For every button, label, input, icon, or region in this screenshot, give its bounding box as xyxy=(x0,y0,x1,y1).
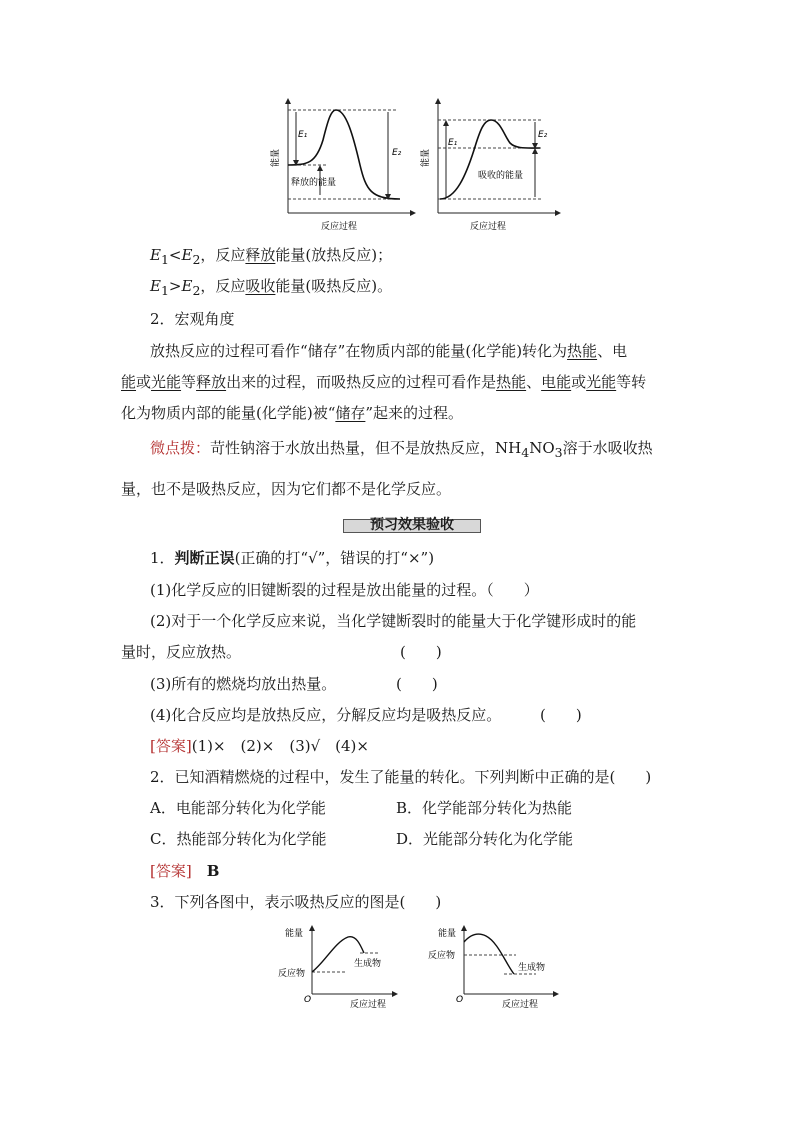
fig2-inner-label: 吸收的能量 xyxy=(478,171,524,181)
fig3-reactant: 反应物 xyxy=(278,969,306,979)
q1-statement-3: (3)所有的燃烧均放出热量。 xyxy=(150,675,337,693)
paragraph-line-1: 放热反应的过程可看作“储存”在物质内部的能量(化学能)转化为热能、电 xyxy=(150,342,628,360)
tip-line-1: 微点拨：苛性钠溶于水放出热量，但不是放热反应，$NH_4NO_3$溶于水吸收热 xyxy=(150,439,653,460)
fig1-xlabel: 反应过程 xyxy=(321,222,358,232)
q2-option-c: C．热能部分转化为化学能 xyxy=(150,830,327,848)
q3-diagram-left xyxy=(270,922,400,1012)
paragraph-line-2: 能或光能等释放出来的过程，而吸热反应的过程可看作是热能、电能或光能等转 xyxy=(121,373,647,391)
q3-diagram-right xyxy=(426,922,561,1012)
q1-statement-2b: 量时，反应放热。 xyxy=(121,643,242,661)
fig1-inner-label: 释放的能量 xyxy=(291,178,337,188)
fig2-ylabel: 能量 xyxy=(421,148,431,167)
tip-label: 微点拨： xyxy=(150,439,211,457)
energy-comparison-line-2: $E_1>E_2$，反应吸收能量(吸热反应)。 xyxy=(150,277,393,298)
q2-stem: 2．已知酒精燃烧的过程中，发生了能量的转化。下列判断中正确的是( ) xyxy=(150,768,652,786)
q1-statement-1: (1)化学反应的旧键断裂的过程是放出能量的过程。（ ） xyxy=(150,581,539,599)
q1-statement-4: (4)化合反应均是放热反应，分解反应均是吸热反应。 xyxy=(150,706,502,724)
q3-stem: 3．下列各图中，表示吸热反应的图是( ) xyxy=(150,893,442,911)
q1-statement-2a: (2)对于一个化学反应来说，当化学键断裂时的能量大于化学键形成时的能 xyxy=(150,612,637,630)
fig1-ylabel: 能量 xyxy=(271,148,281,167)
q2-option-d: D．光能部分转化为化学能 xyxy=(396,830,574,848)
fig2-e1: E₁ xyxy=(448,138,458,148)
q2-option-a: A．电能部分转化为化学能 xyxy=(150,799,326,817)
fig2-xlabel: 反应过程 xyxy=(470,222,507,232)
tip-line-2: 量，也不是吸热反应，因为它们都不是化学反应。 xyxy=(121,480,452,498)
section-banner: 预习效果验收 xyxy=(343,515,481,535)
section-heading-macro: 2．宏观角度 xyxy=(150,310,235,328)
q2-answer: [答案] B xyxy=(150,862,220,880)
paragraph-line-3: 化为物质内部的能量(化学能)被“储存”起来的过程。 xyxy=(121,404,464,422)
q1-title: 1．判断正误(正确的打“√”，错误的打“×”) xyxy=(150,549,435,567)
fig3-xlabel: 反应过程 xyxy=(350,1000,387,1010)
fig1-e2: E₂ xyxy=(392,148,402,158)
fig3-ylabel: 能量 xyxy=(285,929,304,939)
q1-statement-3-paren: ( ) xyxy=(396,675,438,693)
fig1-e1: E₁ xyxy=(298,130,308,140)
fig3-product: 生成物 xyxy=(354,959,382,969)
q1-statement-4-paren: ( ) xyxy=(540,706,582,724)
fig4-xlabel: 反应过程 xyxy=(502,1000,539,1010)
q1-answer: [答案](1)× (2)× (3)√ (4)× xyxy=(150,737,369,755)
fig2-e2: E₂ xyxy=(538,130,548,140)
q2-option-b: B．化学能部分转化为热能 xyxy=(396,799,573,817)
endothermic-energy-diagram xyxy=(418,95,563,235)
fig3-origin: O xyxy=(304,995,312,1005)
q1-statement-2-paren: ( ) xyxy=(400,643,442,661)
fig4-origin: O xyxy=(456,995,464,1005)
energy-comparison-line-1: $E_1<E_2$，反应释放能量(放热反应)； xyxy=(150,246,393,267)
fig4-ylabel: 能量 xyxy=(438,929,457,939)
exothermic-energy-diagram xyxy=(268,95,418,235)
fig4-product: 生成物 xyxy=(518,963,546,973)
fig4-reactant: 反应物 xyxy=(428,951,456,961)
